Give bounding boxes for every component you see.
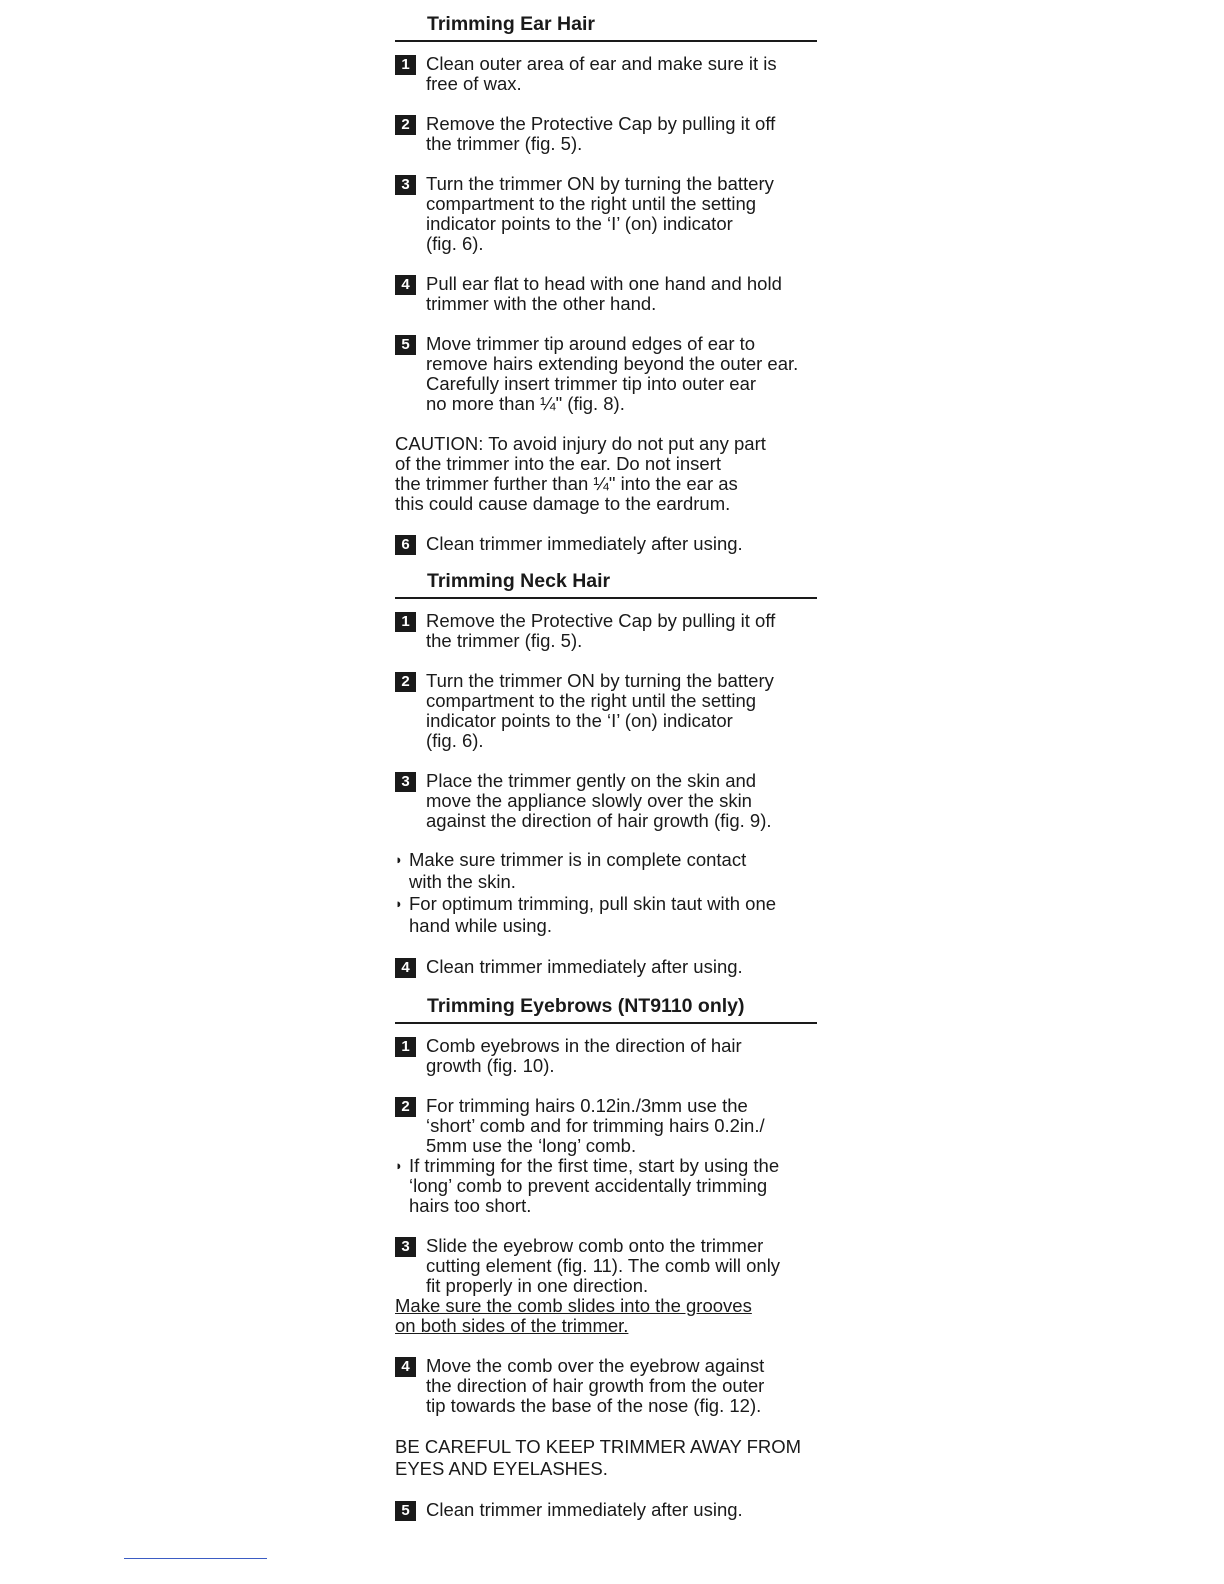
neck-step-3 [395,771,817,831]
step-number-badge: 1 [395,612,416,632]
eyebrow-step-2 [395,1096,817,1156]
step-text: Remove the Protective Cap by pulling it off the trimmer (fig. 5). [426,610,776,651]
step-number-badge: 6 [395,535,416,555]
step-number-badge: 3 [395,1237,416,1257]
neck-step-4 [395,957,817,978]
footer-divider [124,1558,267,1559]
caution-note: CAUTION: To avoid injury do not put any part of the trimmer into the ear. Do not insert the trimmer further than ¼" into the ear as this could cause damage to the eardrum. [395,433,766,514]
eyebrow-step-4 [395,1356,817,1416]
bullet-icon: ◗ [395,852,403,867]
ear-step-5 [395,334,817,414]
step-number-badge: 3 [395,175,416,195]
step-text: Clean outer area of ear and make sure it is free of wax. [426,53,777,94]
ear-step-4 [395,274,817,314]
eyebrow-bullet-list [395,1156,817,1216]
step-number-badge: 1 [395,1037,416,1057]
manual-page [395,8,817,1521]
step-text: Clean trimmer immediately after using. [426,1499,743,1520]
bullet-text: If trimming for the first time, start by using the ‘long’ comb to prevent accidentally trimming hairs too short. [409,1155,780,1216]
step-number-badge: 5 [395,335,416,355]
list-item [395,1156,817,1216]
ear-step-3 [395,174,817,254]
underlined-note: Make sure the comb slides into the grooves on both sides of the trimmer. [395,1295,752,1336]
step-number-badge: 4 [395,958,416,978]
step-text: Pull ear flat to head with one hand and hold trimmer with the other hand. [426,273,782,314]
neck-step-1 [395,611,817,651]
step-text: Slide the eyebrow comb onto the trimmer cutting element (fig. 11). The comb will only fit properly in one direction. [426,1235,781,1296]
step-text: Turn the trimmer ON by turning the battery compartment to the right until the setting indicator points to the ‘I’ (on) indicator (fig. 6). [426,173,774,254]
step-number-badge: 2 [395,115,416,135]
section-title-eyebrows: Trimming Eyebrows (NT9110 only) [395,990,817,1024]
ear-step-6 [395,534,817,555]
step-number-badge: 5 [395,1501,416,1521]
neck-step-2 [395,671,817,751]
step-text: Comb eyebrows in the direction of hair growth (fig. 10). [426,1035,742,1076]
list-item [395,893,817,937]
neck-bullet-list [395,849,817,937]
step-text: Clean trimmer immediately after using. [426,956,743,977]
step-text: Remove the Protective Cap by pulling it off the trimmer (fig. 5). [426,113,776,154]
section-title-ear-hair: Trimming Ear Hair [395,8,817,42]
step-number-badge: 1 [395,55,416,75]
step-text: For trimming hairs 0.12in./3mm use the ‘short’ comb and for trimming hairs 0.2in./ 5mm use the ‘long’ comb. [426,1095,765,1156]
bullet-text: Make sure trimmer is in complete contact with the skin. [409,849,747,892]
step-text: Move trimmer tip around edges of ear to remove hairs extending beyond the outer ear. Carefully insert trimmer tip into outer ear no more than ¼" (fig. 8). [426,333,799,414]
bullet-icon: ◗ [395,896,403,911]
step-text: Turn the trimmer ON by turning the battery compartment to the right until the setting indicator points to the ‘I’ (on) indicator (fig. 6). [426,670,774,751]
eyebrow-step-1 [395,1036,817,1076]
step-number-badge: 4 [395,1357,416,1377]
warning-note: BE CAREFUL TO KEEP TRIMMER AWAY FROM EYES AND EYELASHES. [395,1436,802,1479]
bullet-text: For optimum trimming, pull skin taut with one hand while using. [409,893,777,936]
step-number-badge: 2 [395,672,416,692]
ear-step-2 [395,114,817,154]
eyebrow-step-5 [395,1500,817,1521]
step-number-badge: 3 [395,772,416,792]
section-title-neck-hair: Trimming Neck Hair [395,565,817,599]
step-text: Move the comb over the eyebrow against the direction of hair growth from the outer tip towards the base of the nose (fig. 12). [426,1355,765,1416]
eyebrow-step-3 [395,1236,817,1296]
step-number-badge: 2 [395,1097,416,1117]
bullet-icon: ◗ [395,1158,403,1173]
step-text: Clean trimmer immediately after using. [426,533,743,554]
step-number-badge: 4 [395,275,416,295]
ear-step-1 [395,54,817,94]
step-text: Place the trimmer gently on the skin and move the appliance slowly over the skin against the direction of hair growth (fig. 9). [426,770,772,831]
list-item [395,849,817,893]
